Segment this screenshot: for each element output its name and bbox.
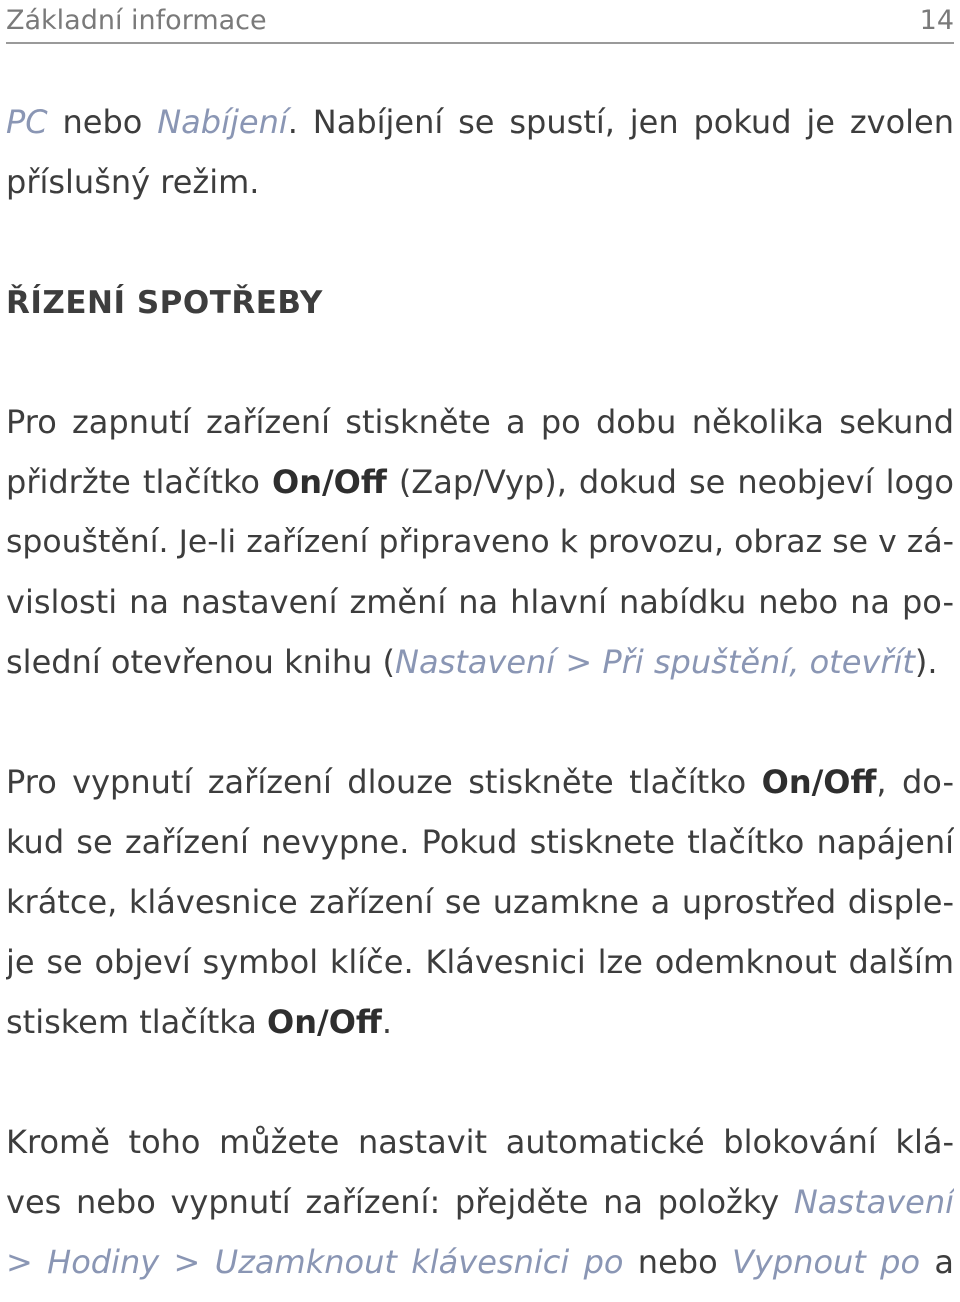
section-heading <box>6 272 954 332</box>
p2-line-5 <box>6 992 954 1052</box>
text-run: , do- <box>876 763 954 801</box>
text-run: přidržte tlačítko <box>6 463 272 501</box>
p3-line-1 <box>6 1112 954 1172</box>
p3-line-3 <box>6 1232 954 1292</box>
text-run: je se objeví symbol klíče. Klávesnici lze odemknout dalším <box>6 943 954 981</box>
text-run: nebo <box>47 103 158 141</box>
p1-line-3 <box>6 512 954 572</box>
p2-line-3 <box>6 872 954 932</box>
p1-line-4 <box>6 572 954 632</box>
section-heading-text: ŘÍZENÍ SPOTŘEBY <box>6 285 323 321</box>
text-run: Pro zapnutí zařízení stiskněte a po dobu několika sekund <box>6 403 954 441</box>
p2-line-2 <box>6 812 954 872</box>
text-run: . Nabíjení se spustí, jen pokud je zvolen <box>287 103 954 141</box>
menu-reference: > Hodiny > Uzamknout klávesnici po <box>6 1243 624 1281</box>
page-header <box>6 0 954 44</box>
text-run: Pro vypnutí zařízení dlouze stiskněte tlačítko <box>6 763 762 801</box>
p1-line-2 <box>6 452 954 512</box>
p2-line-4 <box>6 932 954 992</box>
menu-reference: Nastavení <box>793 1183 954 1221</box>
text-run: příslušný režim. <box>6 163 260 201</box>
text-run: nebo <box>623 1243 733 1281</box>
text-run: Kromě toho můžete nastavit automatické blokování klá- <box>6 1123 954 1161</box>
running-header-title: Základní informace <box>6 5 267 36</box>
p2-line-1 <box>6 752 954 812</box>
paragraph-gap <box>6 692 954 752</box>
text-run: stiskem tlačítka <box>6 1003 268 1041</box>
text-run: slední otevřenou knihu ( <box>6 643 396 681</box>
document-body <box>6 92 954 1292</box>
menu-reference: PC <box>6 103 48 141</box>
button-name: On/Off <box>267 1003 382 1041</box>
p1-line-1 <box>6 392 954 452</box>
text-run: kud se zařízení nevypne. Pokud stisknete tlačítko napájení <box>6 823 954 861</box>
p3-line-2 <box>6 1172 954 1232</box>
text-run: krátce, klávesnice zařízení se uzamkne a uprostřed disple- <box>6 883 954 921</box>
p1-line-5 <box>6 632 954 692</box>
paragraph-gap <box>6 332 954 392</box>
page-number: 14 <box>919 5 954 36</box>
text-run: spouštění. Je-li zařízení připraveno k provozu, obraz se v zá- <box>6 524 954 560</box>
text-run: a <box>920 1243 954 1281</box>
text-run: ). <box>914 643 938 681</box>
menu-reference: Nabíjení <box>157 103 288 141</box>
text-run: vislosti na nastavení změní na hlavní nabídku nebo na po- <box>6 583 954 621</box>
menu-reference: Nastavení > Při spuštění, otevřít <box>395 643 915 681</box>
paragraph-gap <box>6 212 954 272</box>
text-run: (Zap/Vyp), dokud se neobjeví logo <box>386 463 954 501</box>
text-run: ves nebo vypnutí zařízení: přejděte na položky <box>6 1183 794 1221</box>
paragraph-gap <box>6 1052 954 1112</box>
intro-line-2 <box>6 152 954 212</box>
button-name: On/Off <box>761 763 877 801</box>
intro-line-1 <box>6 92 954 152</box>
menu-reference: Vypnout po <box>732 1243 921 1281</box>
text-run: . <box>381 1003 392 1041</box>
button-name: On/Off <box>271 463 387 501</box>
